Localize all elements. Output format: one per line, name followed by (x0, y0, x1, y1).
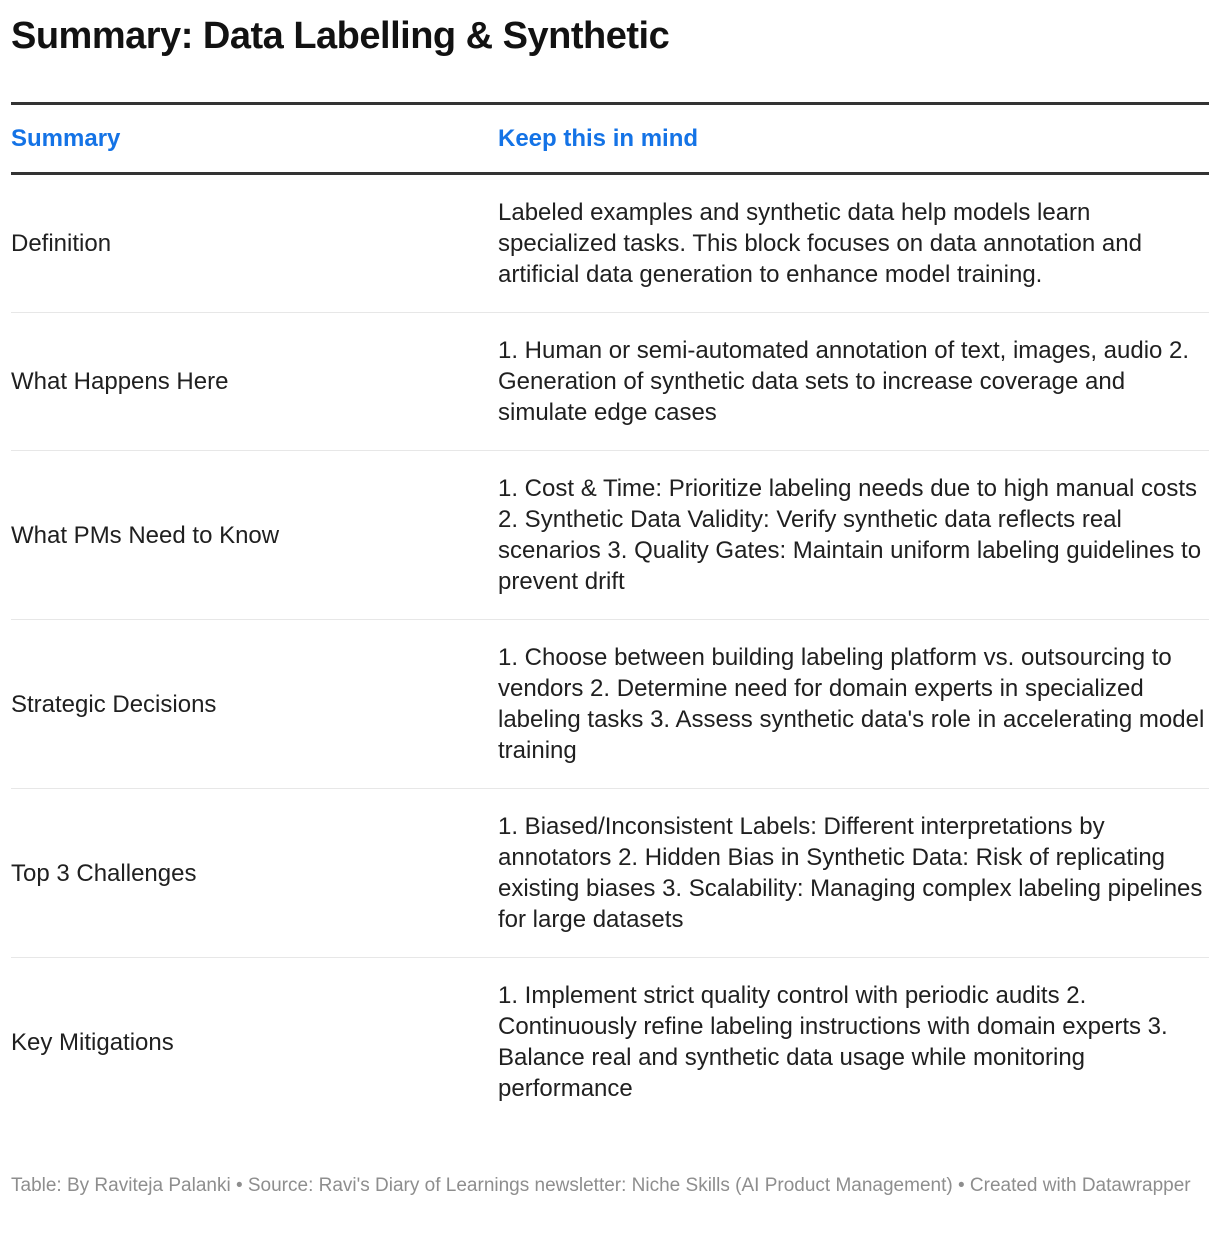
row-label: Definition (11, 230, 112, 257)
table-row (11, 451, 1209, 620)
table-row (11, 789, 1209, 958)
page-title: Summary: Data Labelling & Synthetic (11, 15, 670, 57)
column-header-keep-this-in-mind: Keep this in mind (498, 104, 1209, 174)
table-row (11, 620, 1209, 789)
row-label: Key Mitigations (11, 958, 498, 1127)
header-row (11, 104, 1209, 174)
table-row (11, 313, 1209, 451)
row-label: What Happens Here (11, 313, 498, 451)
row-content: 1. Human or semi-automated annotation of text, images, audio 2. Generation of synthetic data sets to increase coverage and simulate edge cases (498, 313, 1209, 451)
row-content: 1. Implement strict quality control with periodic audits 2. Continuously refine labeling instructions with domain experts 3. Balance real and synthetic data usage while monitoring performance (498, 958, 1209, 1127)
row-content: 1. Choose between building labeling platform vs. outsourcing to vendors 2. Determine need for domain experts in specialized labeling tasks 3. Assess synthetic data's role in accelerating model training (498, 620, 1209, 789)
row-content: 1. Cost & Time: Prioritize labeling needs due to high manual costs 2. Synthetic Data Validity: Verify synthetic data reflects real scenarios 3. Quality Gates: Maintain uniform labeling guidelines to prevent drift (498, 451, 1209, 620)
column-header-summary: Summary (11, 104, 498, 174)
table-row (11, 174, 1209, 313)
row-label: Strategic Decisions (11, 620, 498, 789)
table-row (11, 958, 1209, 1127)
row-label: Top 3 Challenges (11, 789, 498, 958)
row-content: Labeled examples and synthetic data help models learn specialized tasks. This block focuses on data annotation and artificial data generation to enhance model training. (498, 199, 1142, 288)
row-label: What PMs Need to Know (11, 451, 498, 620)
summary-table (11, 102, 1209, 1126)
footer-attribution: Table: By Raviteja Palanki • Source: Ravi's Diary of Learnings newsletter: Niche Skills (AI Product Management) • Created with Datawrapper (11, 1175, 1191, 1196)
row-content: 1. Biased/Inconsistent Labels: Different interpretations by annotators 2. Hidden Bias in Synthetic Data: Risk of replicating existing biases 3. Scalability: Managing complex labeling pipelines for large datasets (498, 789, 1209, 958)
